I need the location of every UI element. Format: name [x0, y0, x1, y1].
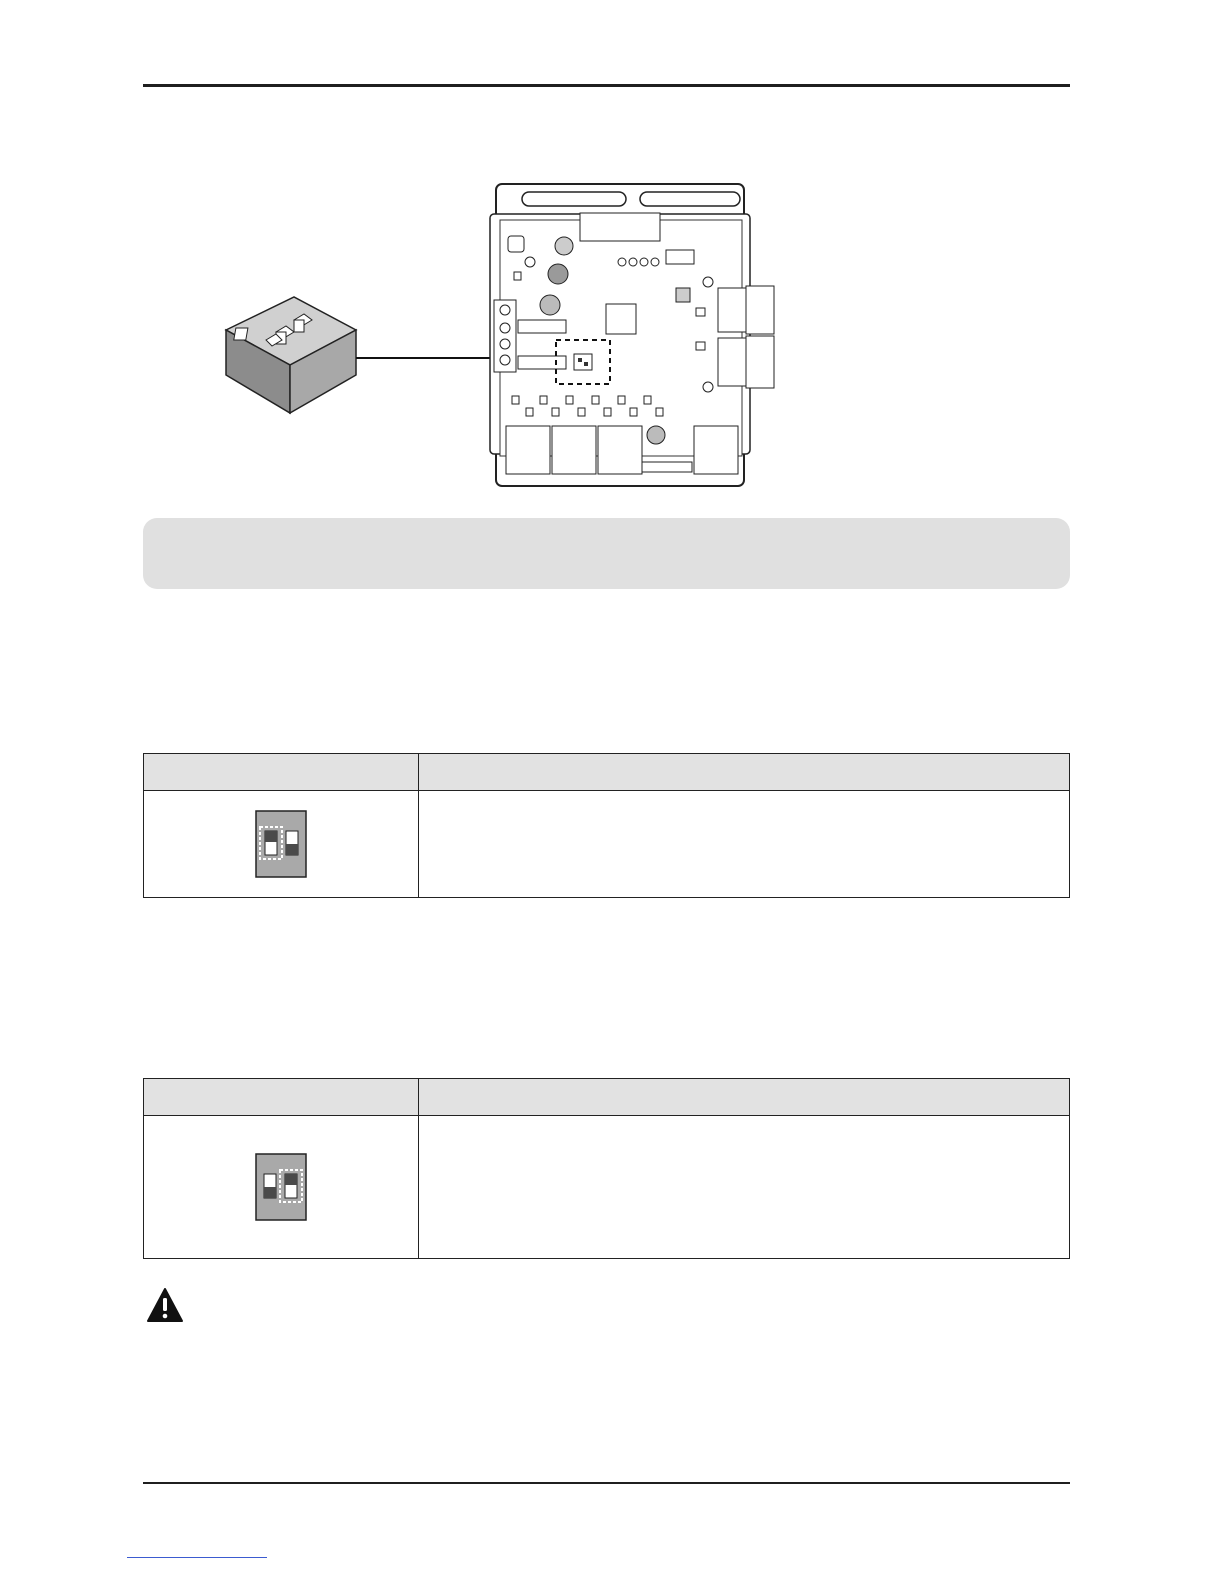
switch-state-cell — [144, 791, 419, 898]
dip-switch-right-on-icon — [255, 1153, 307, 1221]
table-row — [144, 1116, 1070, 1259]
warning-triangle-icon — [146, 1287, 184, 1323]
table-header-row — [144, 754, 1070, 791]
switch-table-2 — [143, 1078, 1070, 1259]
header-rule — [143, 84, 1070, 87]
description-cell — [419, 1116, 1070, 1259]
footer-rule — [143, 1482, 1070, 1484]
dip-switch-closeup — [226, 297, 356, 413]
table-row — [144, 791, 1070, 898]
table-header-cell — [144, 754, 419, 791]
table-header-cell — [419, 754, 1070, 791]
pcb-diagram — [210, 180, 810, 500]
table-header-row — [144, 1079, 1070, 1116]
switch-table-1 — [143, 753, 1070, 898]
description-cell — [419, 791, 1070, 898]
dip-switch-left-on-icon — [255, 810, 307, 878]
footer-link-underline[interactable] — [127, 1557, 267, 1558]
control-board — [490, 184, 774, 486]
section-banner — [143, 518, 1070, 589]
switch-state-cell — [144, 1116, 419, 1259]
table-header-cell — [144, 1079, 419, 1116]
table-header-cell — [419, 1079, 1070, 1116]
